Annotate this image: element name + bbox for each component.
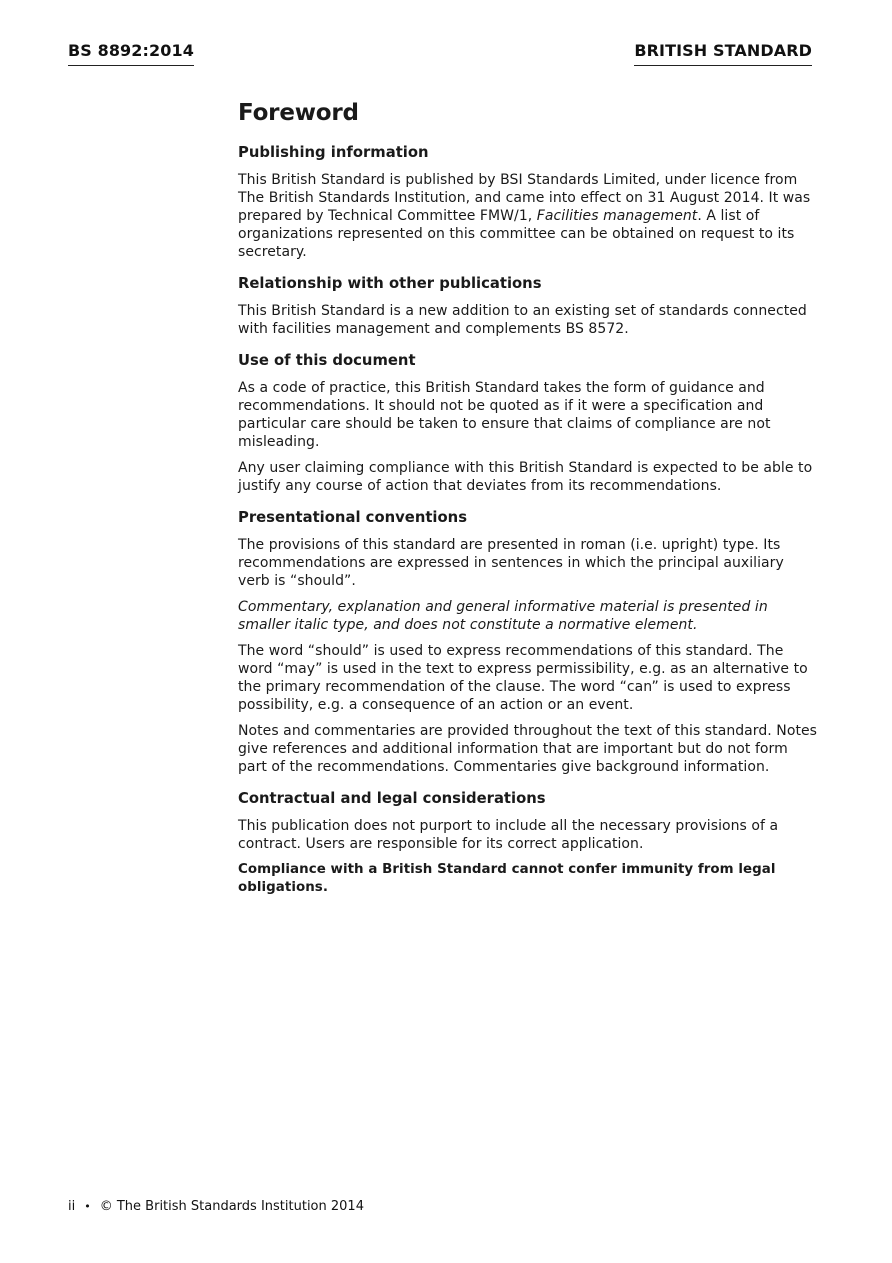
section-heading: Relationship with other publications: [238, 275, 542, 292]
paragraph-text: . A list of organizations represented on this committee can be obtained on request to its secretary.: [238, 208, 795, 260]
paragraph: This British Standard is a new addition to an existing set of standards connected with facilities management and complements BS 8572.: [238, 303, 807, 337]
section-presentational-conventions: [238, 508, 818, 776]
section-use-of-document: [238, 351, 818, 495]
paragraph: Notes and commentaries are provided throughout the text of this standard. Notes give references and additional information that are important but do not form part of the recommendations. Commentaries give background information.: [238, 723, 817, 775]
section-relationship: [238, 274, 818, 338]
page-number: ii: [68, 1199, 76, 1214]
page-title: Foreword: [238, 100, 359, 126]
section-contractual-legal: [238, 789, 818, 897]
paragraph: The provisions of this standard are presented in roman (i.e. upright) type. Its recommendations are expressed in sentences in which the principal auxiliary verb is “should”.: [238, 537, 784, 589]
page-footer: [68, 1199, 364, 1215]
section-heading: Publishing information: [238, 144, 429, 161]
section-publishing-information: [238, 143, 818, 261]
header-standard-number: BS 8892:2014: [68, 41, 194, 66]
section-heading: Contractual and legal considerations: [238, 790, 546, 807]
paragraph: As a code of practice, this British Standard takes the form of guidance and recommendations. It should not be quoted as if it were a specification and particular care should be taken to ensure that claims of compliance are not misleading.: [238, 380, 771, 450]
paragraph: Any user claiming compliance with this British Standard is expected to be able to justify any course of action that deviates from its recommendations.: [238, 460, 813, 494]
paragraph: [238, 171, 818, 261]
bullet-separator: •: [84, 1200, 91, 1213]
section-heading: Use of this document: [238, 352, 416, 369]
paragraph: The word “should” is used to express recommendations of this standard. The word “may” is used in the text to express permissibility, e.g. as an alternative to the primary recommendation of the clause. The word “can” is used to express possibility, e.g. a consequence of an action or an event.: [238, 643, 808, 713]
foreword-body: [238, 96, 818, 910]
header-publisher-label: BRITISH STANDARD: [634, 41, 812, 66]
committee-name: Facilities management: [536, 208, 698, 224]
legal-notice: Compliance with a British Standard cannot confer immunity from legal obligations.: [238, 862, 776, 895]
commentary-paragraph: Commentary, explanation and general informative material is presented in smaller italic type, and does not constitute a normative element.: [238, 599, 768, 633]
paragraph-text: This British Standard is published by BSI Standards Limited, under licence from The British Standards Institution, and came into effect on 31 August 2014. It was prepared by Technical Committee FMW/1,: [238, 172, 811, 224]
section-heading: Presentational conventions: [238, 509, 468, 526]
copyright-notice: © The British Standards Institution 2014: [99, 1199, 364, 1214]
paragraph: This publication does not purport to include all the necessary provisions of a contract. Users are responsible for its correct application.: [238, 818, 779, 852]
